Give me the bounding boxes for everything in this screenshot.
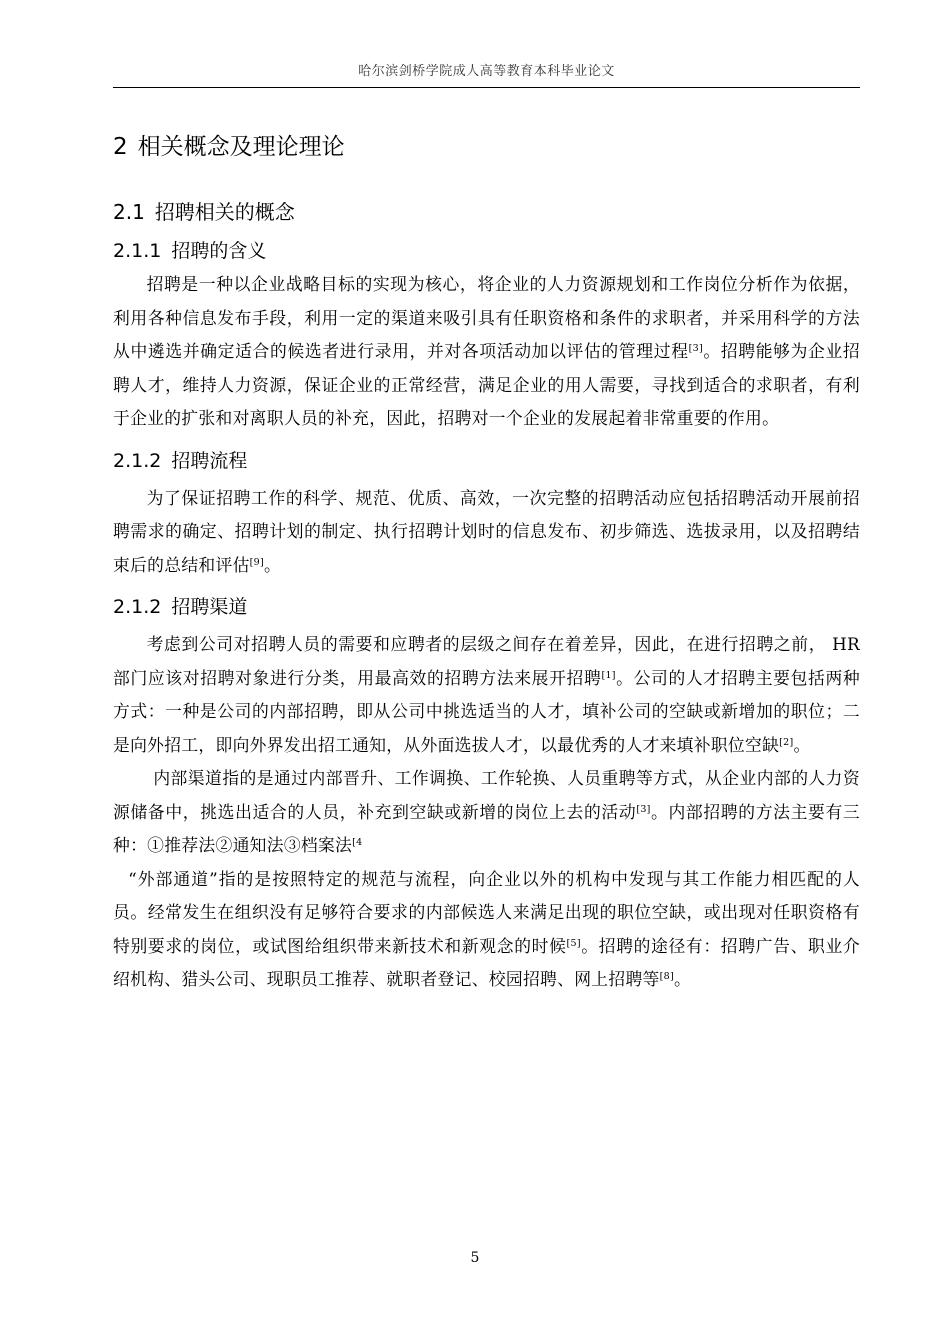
header-rule (113, 87, 860, 88)
page-number: 5 (470, 1250, 480, 1266)
subsection-heading-2-1-1 (113, 234, 860, 268)
paragraph-internal-channels: 内部渠道指的是通过内部晋升、工作调换、工作轮换、人员重聘等方式，从企业内部的人力资源储备中，挑选出适合的人员，补充到空缺或新增的岗位上去的活动[3]。内部招聘的方法主要有三种：①推荐法②通知法③档案法$^{[4}$ (113, 768, 860, 855)
citation: [4 (352, 837, 363, 848)
chapter-heading (113, 128, 860, 168)
page-content (113, 120, 860, 997)
citation: [5] (566, 937, 581, 949)
paragraph-channels-intro: 考虑到公司对招聘人员的需要和应聘者的层级之间存在着差异，因此，在进行招聘之前， HR 部门应该对招聘对象进行分类，用最高效的招聘方法来展开招聘[1]。公司的人才招聘主要包括两种方式：一种是公司的内部招聘，即从公司中挑选适当的人才，填补公司的空缺或新增加的职位；二是向外招工，即向外界发出招工通知，从外面选拔人才，以最优秀的人才来填补职位空缺[2]。 (113, 634, 861, 755)
citation: [3] (688, 343, 704, 354)
chapter-number: 2 (113, 134, 128, 160)
subsection-number: 2.1.2 (113, 449, 162, 472)
section-number: 2.1 (113, 200, 145, 224)
section-heading-2-1 (113, 196, 860, 232)
subsection-heading-2-1-2-process (113, 444, 860, 478)
running-header: 哈尔滨剑桥学院成人高等教育本科毕业论文 (358, 64, 615, 79)
subsection-heading-2-1-2-channels (113, 590, 860, 624)
subsection-number: 2.1.2 (113, 596, 162, 618)
section-title: 招聘相关的概念 (154, 200, 295, 224)
subsection-title: 招聘的含义 (171, 240, 267, 262)
citation: [2] (779, 736, 794, 748)
chapter-title: 相关概念及理论理论 (137, 134, 345, 160)
paragraph-recruitment-process: 为了保证招聘工作的科学、规范、优质、高效，一次完整的招聘活动应包括招聘活动开展前招聘需求的确定、招聘计划的制定、执行招聘计划时的信息发布、初步筛选、选拔录用，以及招聘结束后的总结和评估[9]。 (113, 487, 860, 575)
subsection-title: 招聘流程 (171, 449, 248, 472)
subsection-number: 2.1.1 (113, 240, 162, 262)
citation: [1] (601, 669, 616, 681)
paragraph-recruitment-meaning: 招聘是一种以企业战略目标的实现为核心，将企业的人力资源规划和工作岗位分析作为依据，利用各种信息发布手段，利用一定的渠道来吸引具有任职资格和条件的求职者，并采用科学的方法从中遴选并确定适合的候选者进行录用，并对各项活动加以评估的管理过程[3]。招聘能够为企业招聘人才，维持人力资源，保证企业的正常经营，满足企业的用人需要，寻找到适合的求职者，有利于企业的扩张和对离职人员的补充，因此，招聘对一个企业的发展起着非常重要的作用。 (113, 274, 861, 428)
subsection-title: 招聘渠道 (171, 596, 248, 618)
paragraph-external-channels: “外部通道”指的是按照特定的规范与流程，向企业以外的机构中发现与其工作能力相匹配的人员。经常发生在组织没有足够符合要求的内部候选人来满足出现的职位空缺，或出现对任职资格有特别要求的岗位，或试图给组织带来新技术和新观念的时候[5]。招聘的途径有：招聘广告、职业介绍机构、猎头公司、现职员工推荐、就职者登记、校园招聘、网上招聘等[8]。 (113, 868, 860, 989)
citation: [3] (636, 803, 651, 815)
citation: [8] (659, 971, 674, 982)
citation: [9] (249, 556, 265, 568)
